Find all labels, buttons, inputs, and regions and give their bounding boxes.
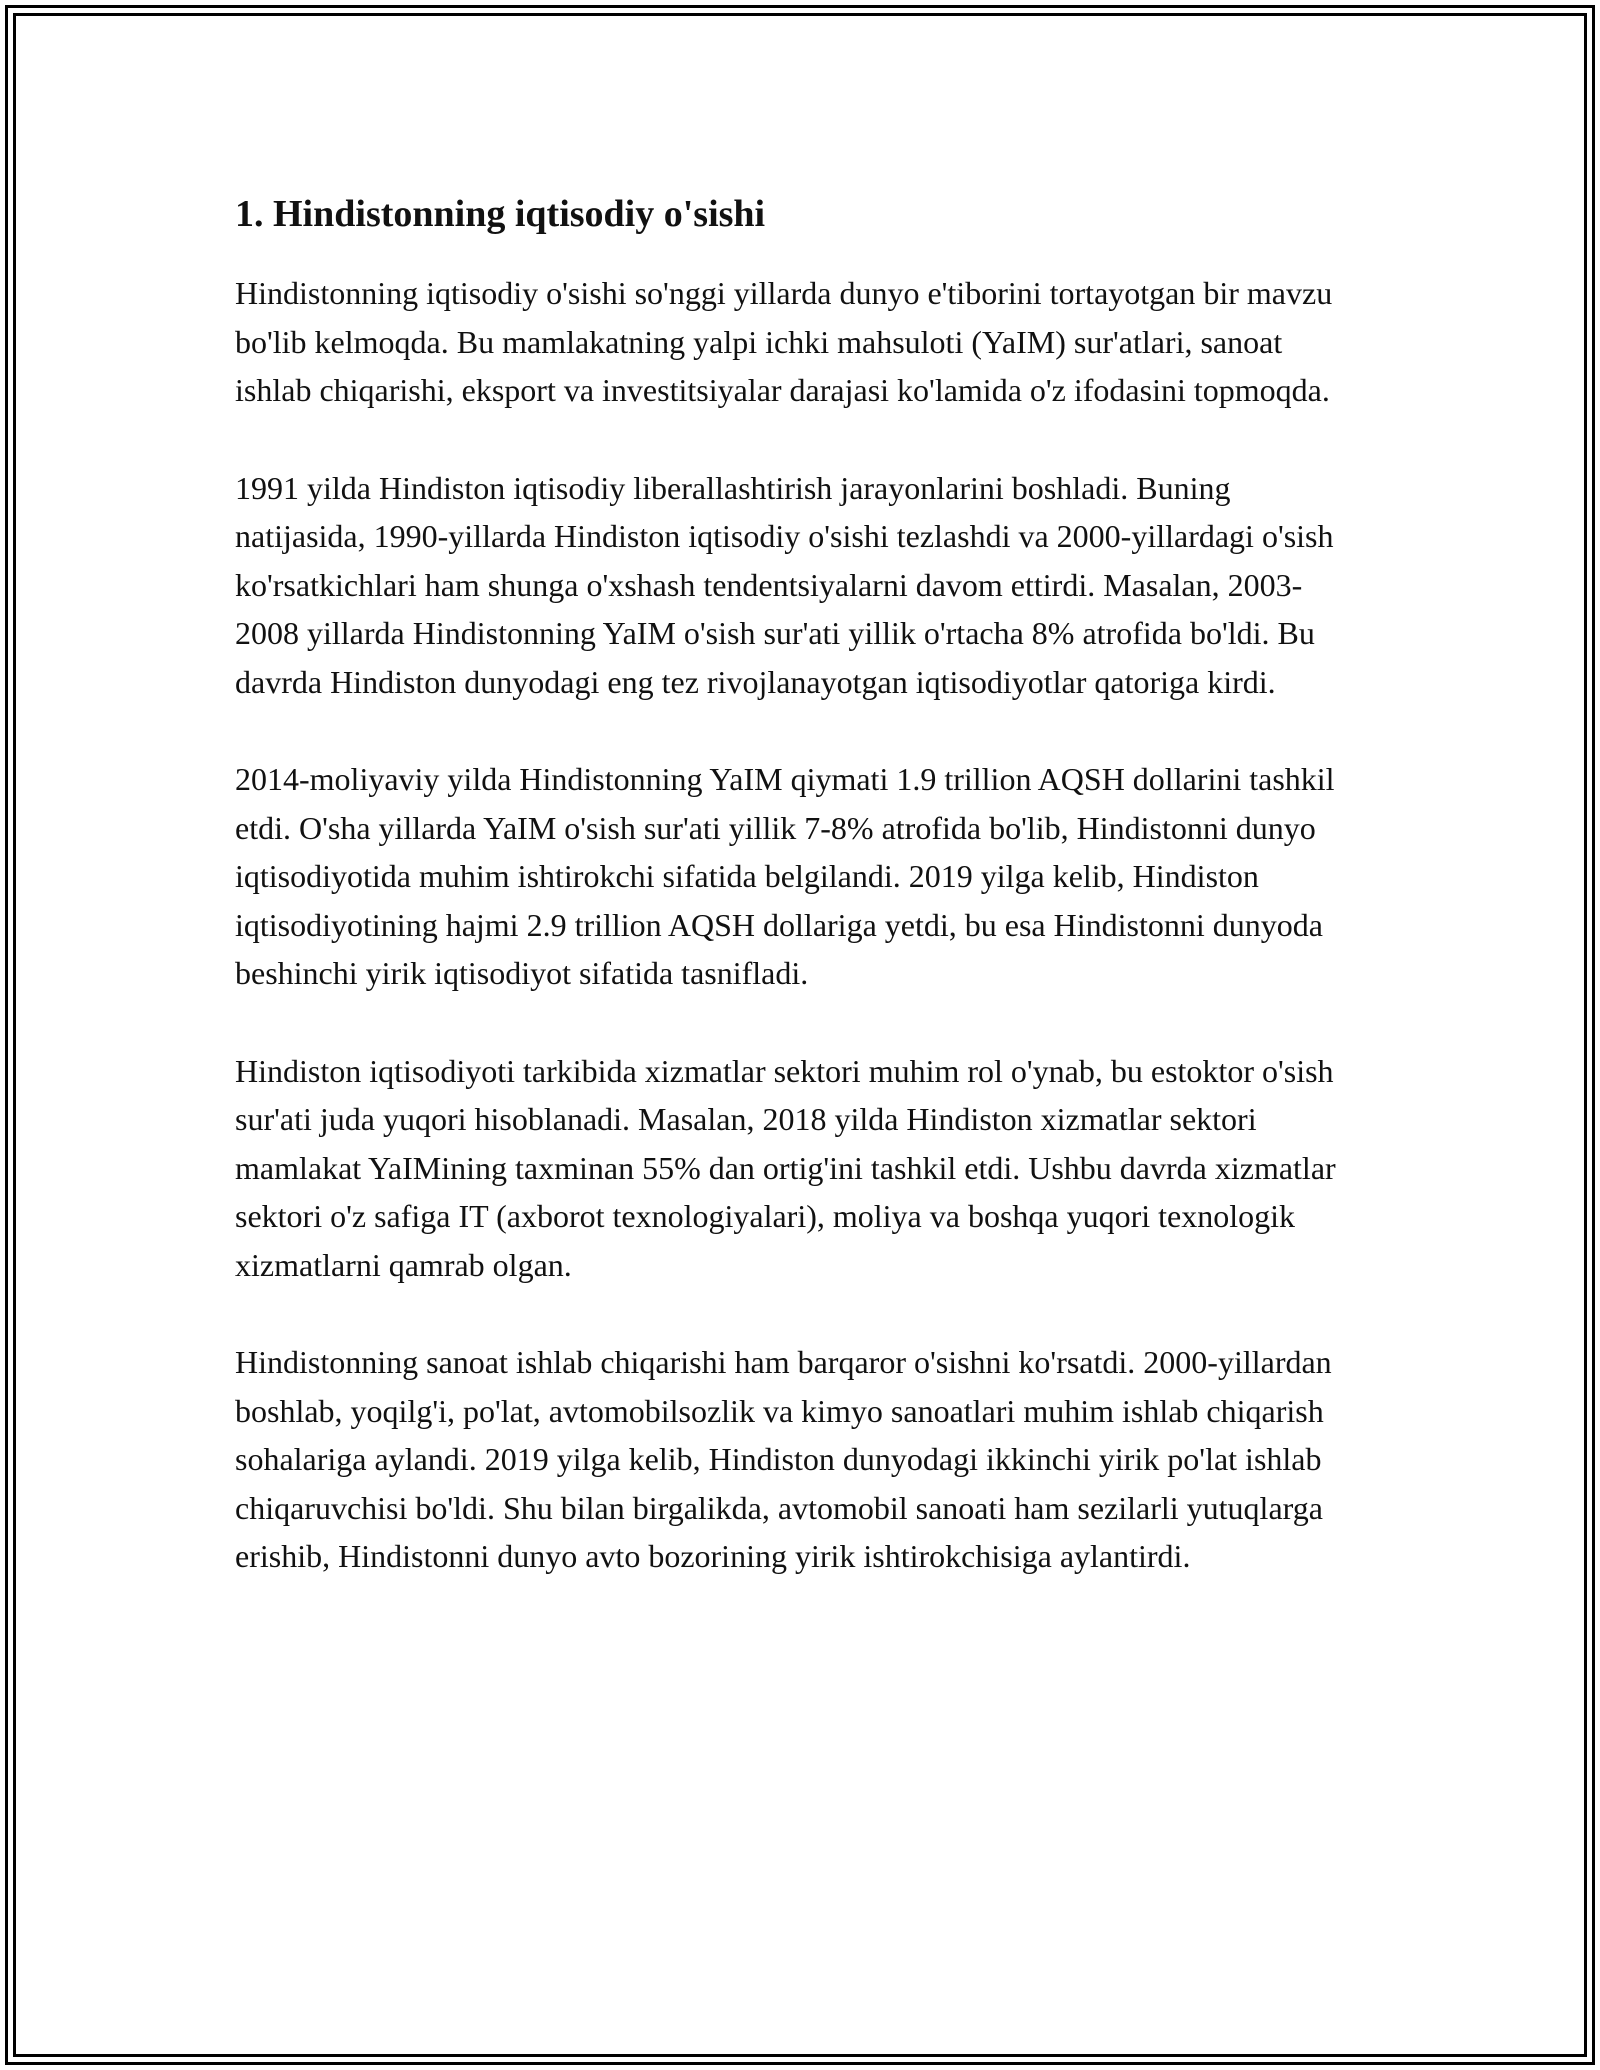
paragraph-industry: Hindistonning sanoat ishlab chiqarishi ham barqaror o'sishni ko'rsatdi. 2000-yillardan boshlab, yoqilg'i, po'lat, avtomobilsozlik va kimyo sanoatlari muhim ishlab chiqarish sohalariga aylandi. 2019 yilga kelib, Hindiston dunyodagi ikkinchi yirik po'lat ishlab chiqaruvchisi bo'ldi. Shu bilan birgalikda, avtomobil sanoati ham sezilarli yutuqlarga erishib, Hindistonni dunyo avto bozorining yirik ishtirokchisiga aylantirdi. <box>235 1344 1332 1574</box>
paragraph-intro: Hindistonning iqtisodiy o'sishi so'nggi yillarda dunyo e'tiborini tortayotgan bir mavzu bo'lib kelmoqda. Bu mamlakatning yalpi ichki mahsuloti (YaIM) sur'atlari, sanoat ishlab chiqarishi, eksport va investitsiyalar darajasi ko'lamida o'z ifodasini topmoqda. <box>235 275 1333 408</box>
paragraph-gdp-2014-2019: 2014-moliyaviy yilda Hindistonning YaIM qiymati 1.9 trillion AQSH dollarini tashkil etdi. O'sha yillarda YaIM o'sish sur'ati yillik 7-8% atrofida bo'lib, Hindistonni dunyo iqtisodiyotida muhim ishtirokchi sifatida belgilandi. 2019 yilga kelib, Hindiston iqtisodiyotining hajmi 2.9 trillion AQSH dollariga yetdi, bu esa Hindistonni dunyoda beshinchi yirik iqtisodiyot sifatida tasnifladi. <box>235 761 1335 991</box>
paragraph-liberalization: 1991 yilda Hindiston iqtisodiy liberallashtirish jarayonlarini boshladi. Buning natijasida, 1990-yillarda Hindiston iqtisodiy o'sishi tezlashdi va 2000-yillardagi o'sish ko'rsatkichlari ham shunga o'xshash tendentsiyalarni davom ettirdi. Masalan, 2003-2008 yillarda Hindistonning YaIM o'sish sur'ati yillik o'rtacha 8% atrofida bo'ldi. Bu davrda Hindiston dunyodagi eng tez rivojlanayotgan iqtisodiyotlar qatoriga kirdi. <box>235 469 1334 700</box>
document-body <box>235 185 1365 1630</box>
section-heading: 1. Hindistonning iqtisodiy o'sishi <box>235 193 766 235</box>
paragraph-services-sector: Hindiston iqtisodiyoti tarkibida xizmatlar sektori muhim rol o'ynab, bu estoktor o'sish sur'ati juda yuqori hisoblanadi. Masalan, 2018 yilda Hindiston xizmatlar sektori mamlakat YaIMining taxminan 55% dan ortig'ini tashkil etdi. Ushbu davrda xizmatlar sektori o'z safiga IT (axborot texnologiyalari), moliya va boshqa yuqori texnologik xizmatlarni qamrab olgan. <box>235 1052 1336 1283</box>
